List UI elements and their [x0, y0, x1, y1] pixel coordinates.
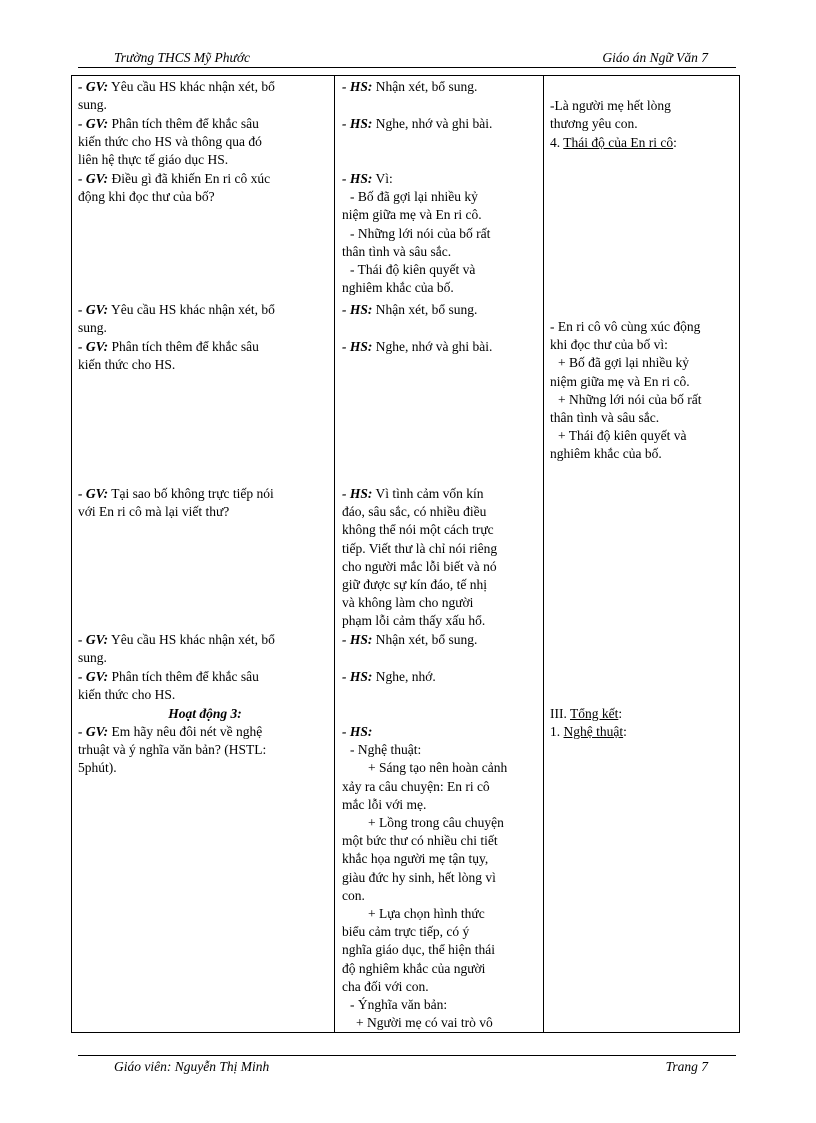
page-number: Trang 7 — [665, 1059, 708, 1074]
teacher-block-2: - GV: Phân tích thêm để khắc sâu kiến thức cho HS và thông qua đó liên hệ thực tế giáo dục HS. — [78, 116, 262, 168]
teacher-block-8: - GV: Phân tích thêm để khắc sâu kiến thức cho HS. — [78, 669, 259, 703]
teacher-block-7: - GV: Yêu cầu HS khác nhận xét, bổ sung. — [78, 632, 275, 666]
activity-3-heading: Hoạt động 3: — [168, 706, 242, 721]
content-block-1: -Là người mẹ hết lòng thương yêu con. — [550, 98, 671, 132]
column-divider-1 — [334, 76, 335, 1032]
student-block-7: - HS: Nhận xét, bổ sung. — [342, 632, 478, 647]
content-block-3: - En ri cô vô cùng xúc động khi đọc thư của bố vì: + Bố đã gợi lại nhiều kỷ niệm giữa mẹ và En ri cô. + Những lới nói của bố rất thân tình và sâu sắc. + Thái độ kiên quyết và nghiêm khắc của bố. — [550, 319, 702, 462]
column-divider-2 — [543, 76, 544, 1032]
content-heading-4: 4. Thái độ của En ri cô: — [550, 135, 677, 150]
content-heading-art: 1. Nghệ thuật: — [550, 724, 627, 739]
content-heading-summary: III. Tổng kết: — [550, 706, 623, 721]
page-header — [78, 49, 736, 68]
page-footer — [78, 1055, 736, 1076]
student-block-5: - HS: Nghe, nhớ và ghi bài. — [342, 339, 493, 354]
teacher-block-9: - GV: Em hãy nêu đôi nét về nghệ trhuật và ý nghĩa văn bản? (HSTL: 5phút). — [78, 724, 267, 776]
teacher-block-3: - GV: Điều gì đã khiến En ri cô xúc động khi đọc thư của bố? — [78, 171, 271, 205]
teacher-block-1: - GV: Yêu cầu HS khác nhận xét, bổ sung. — [78, 79, 275, 113]
student-block-9: - HS: - Nghệ thuật: + Sáng tạo nên hoàn cảnh xảy ra câu chuyện: En ri cô mắc lỗi với mẹ. + Lồng trong câu chuyện một bức thư có nhiều chi tiết khắc họa người mẹ tận tụy, giàu đức hy sinh, hết lòng vì con. + Lựa chọn hình thức biểu cảm trực tiếp, có ý nghĩa giáo dục, thể hiện thái độ nghiêm khắc của người cha đối với con. - Ýnghĩa văn bản: + Người mẹ có vai trò vô — [342, 724, 508, 1031]
student-block-1: - HS: Nhận xét, bổ sung. — [342, 79, 478, 94]
teacher-block-4: - GV: Yêu cầu HS khác nhận xét, bổ sung. — [78, 302, 275, 336]
student-block-4: - HS: Nhận xét, bổ sung. — [342, 302, 478, 317]
student-block-3: - HS: Vì: - Bố đã gợi lại nhiều kỷ niệm giữa mẹ và En ri cô. - Những lới nói của bố rất thân tình và sâu sắc. - Thái độ kiên quyết và nghiêm khắc của bố. — [342, 171, 491, 296]
student-block-2: - HS: Nghe, nhớ và ghi bài. — [342, 116, 493, 131]
teacher-name: Giáo viên: Nguyễn Thị Minh — [114, 1059, 270, 1074]
subject-title: Giáo án Ngữ Văn 7 — [602, 50, 708, 65]
student-block-6: - HS: Vì tình cảm vốn kín đáo, sâu sắc, có nhiều điều không thể nói một cách trực tiếp. Viết thư là chỉ nói riêng cho người mắc lỗi biết và nó giữ được sự kín đáo, tế nhị và không làm cho người phạm lỗi cảm thấy xấu hổ. — [342, 486, 498, 629]
student-block-8: - HS: Nghe, nhớ. — [342, 669, 436, 684]
teacher-block-5: - GV: Phân tích thêm để khắc sâu kiến thức cho HS. — [78, 339, 259, 373]
lesson-table — [71, 75, 740, 1033]
school-name: Trường THCS Mỹ Phước — [114, 50, 251, 65]
teacher-block-6: - GV: Tại sao bố không trực tiếp nói với En ri cô mà lại viết thư? — [78, 486, 274, 520]
